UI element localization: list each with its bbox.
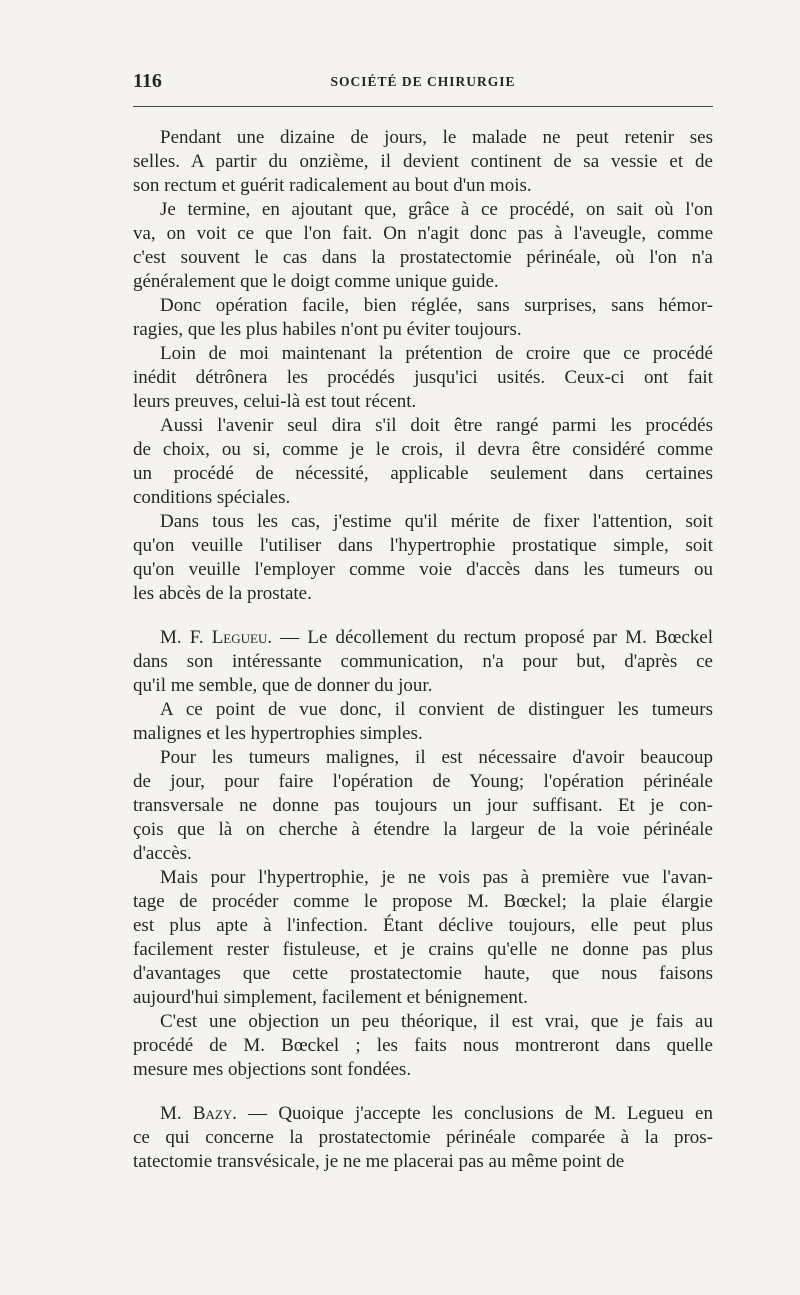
section-gap — [133, 606, 713, 626]
speaker-name: Bazy — [192, 1103, 233, 1124]
text-line: qu'il me semble, que de donner du jour. — [133, 675, 433, 696]
page-header — [133, 70, 713, 100]
text-line: facilement rester fistuleuse, et je crains qu'elle ne donne pas plus — [133, 939, 713, 960]
text-line: aujourd'hui simplement, facilement et bénignement. — [133, 987, 528, 1008]
text-line: C'est une objection un peu théorique, il est vrai, que je fais au — [160, 1011, 713, 1032]
text-line: les abcès de la prostate. — [133, 583, 312, 604]
text-line: de jour, pour faire l'opération de Young; l'opération périnéale — [133, 771, 713, 792]
text-line: ce qui concerne la prostatectomie périnéale comparée à la pros- — [133, 1127, 713, 1148]
text-line: Dans tous les cas, j'estime qu'il mérite de fixer l'attention, soit — [160, 511, 713, 532]
page-body — [133, 126, 713, 1174]
text-line: ragies, que les plus habiles n'ont pu éviter toujours. — [133, 319, 522, 340]
text-line: mesure mes objections sont fondées. — [133, 1059, 412, 1080]
text-line: conditions spéciales. — [133, 487, 291, 508]
text-line — [133, 626, 713, 650]
text-line: un procédé de nécessité, applicable seulement dans certaines — [133, 463, 713, 484]
text-line: son rectum et guérit radicalement au bout d'un mois. — [133, 175, 532, 196]
text-line: est plus apte à l'infection. Étant déclive toujours, elle peut plus — [133, 915, 713, 936]
text-line: va, on voit ce que l'on fait. On n'agit donc pas à l'aveugle, comme — [133, 223, 713, 244]
text-line: çois que là on cherche à étendre la largeur de la voie périnéale — [133, 819, 713, 840]
line-text: . — Le décollement du rectum proposé par M. Bœckel — [267, 627, 713, 648]
line-text: . — Quoique j'accepte les conclusions de M. Legueu en — [232, 1103, 713, 1124]
page-number: 116 — [133, 70, 162, 92]
speaker-prefix: M. — [160, 1103, 193, 1124]
text-line — [133, 1102, 713, 1126]
text-line: Pendant une dizaine de jours, le malade ne peut retenir ses — [160, 127, 713, 148]
text-line: d'avantages que cette prostatectomie haute, que nous faisons — [133, 963, 713, 984]
text-line: Mais pour l'hypertrophie, je ne vois pas à première vue l'avan- — [160, 867, 713, 888]
text-line: Loin de moi maintenant la prétention de croire que ce procédé — [160, 343, 713, 364]
text-line: procédé de M. Bœckel ; les faits nous montreront dans quelle — [133, 1035, 713, 1056]
speaker-name: Legueu — [211, 627, 268, 648]
text-line: de choix, ou si, comme je le crois, il devra être considéré comme — [133, 439, 713, 460]
text-line: dans son intéressante communication, n'a pour but, d'après ce — [133, 651, 713, 672]
text-line: tatectomie transvésicale, je ne me placerai pas au même point de — [133, 1151, 625, 1172]
text-line: transversale ne donne pas toujours un jour suffisant. Et je con- — [133, 795, 713, 816]
text-line: tage de procéder comme le propose M. Bœckel; la plaie élargie — [133, 891, 713, 912]
text-line: selles. A partir du onzième, il devient continent de sa vessie et de — [133, 151, 713, 172]
text-line: Aussi l'avenir seul dira s'il doit être rangé parmi les procédés — [160, 415, 713, 436]
text-line: d'accès. — [133, 843, 192, 864]
text-line: A ce point de vue donc, il convient de distinguer les tumeurs — [160, 699, 713, 720]
text-line: inédit détrônera les procédés jusqu'ici usités. Ceux-ci ont fait — [133, 367, 713, 388]
speaker-prefix: M. F. — [160, 627, 212, 648]
text-line: qu'on veuille l'utiliser dans l'hypertrophie prostatique simple, soit — [133, 535, 713, 556]
header-rule — [133, 106, 713, 107]
section-gap — [133, 1082, 713, 1102]
text-line: qu'on veuille l'employer comme voie d'accès dans les tumeurs ou — [133, 559, 713, 580]
text-line: leurs preuves, celui-là est tout récent. — [133, 391, 417, 412]
text-line: malignes et les hypertrophies simples. — [133, 723, 423, 744]
text-line: Je termine, en ajoutant que, grâce à ce procédé, on sait où l'on — [160, 199, 713, 220]
text-line: c'est souvent le cas dans la prostatectomie périnéale, où l'on n'a — [133, 247, 713, 268]
running-title: SOCIÉTÉ DE CHIRURGIE — [330, 74, 516, 89]
text-line: généralement que le doigt comme unique guide. — [133, 271, 499, 292]
text-line: Pour les tumeurs malignes, il est nécessaire d'avoir beaucoup — [160, 747, 713, 768]
text-line: Donc opération facile, bien réglée, sans surprises, sans hémor- — [160, 295, 713, 316]
